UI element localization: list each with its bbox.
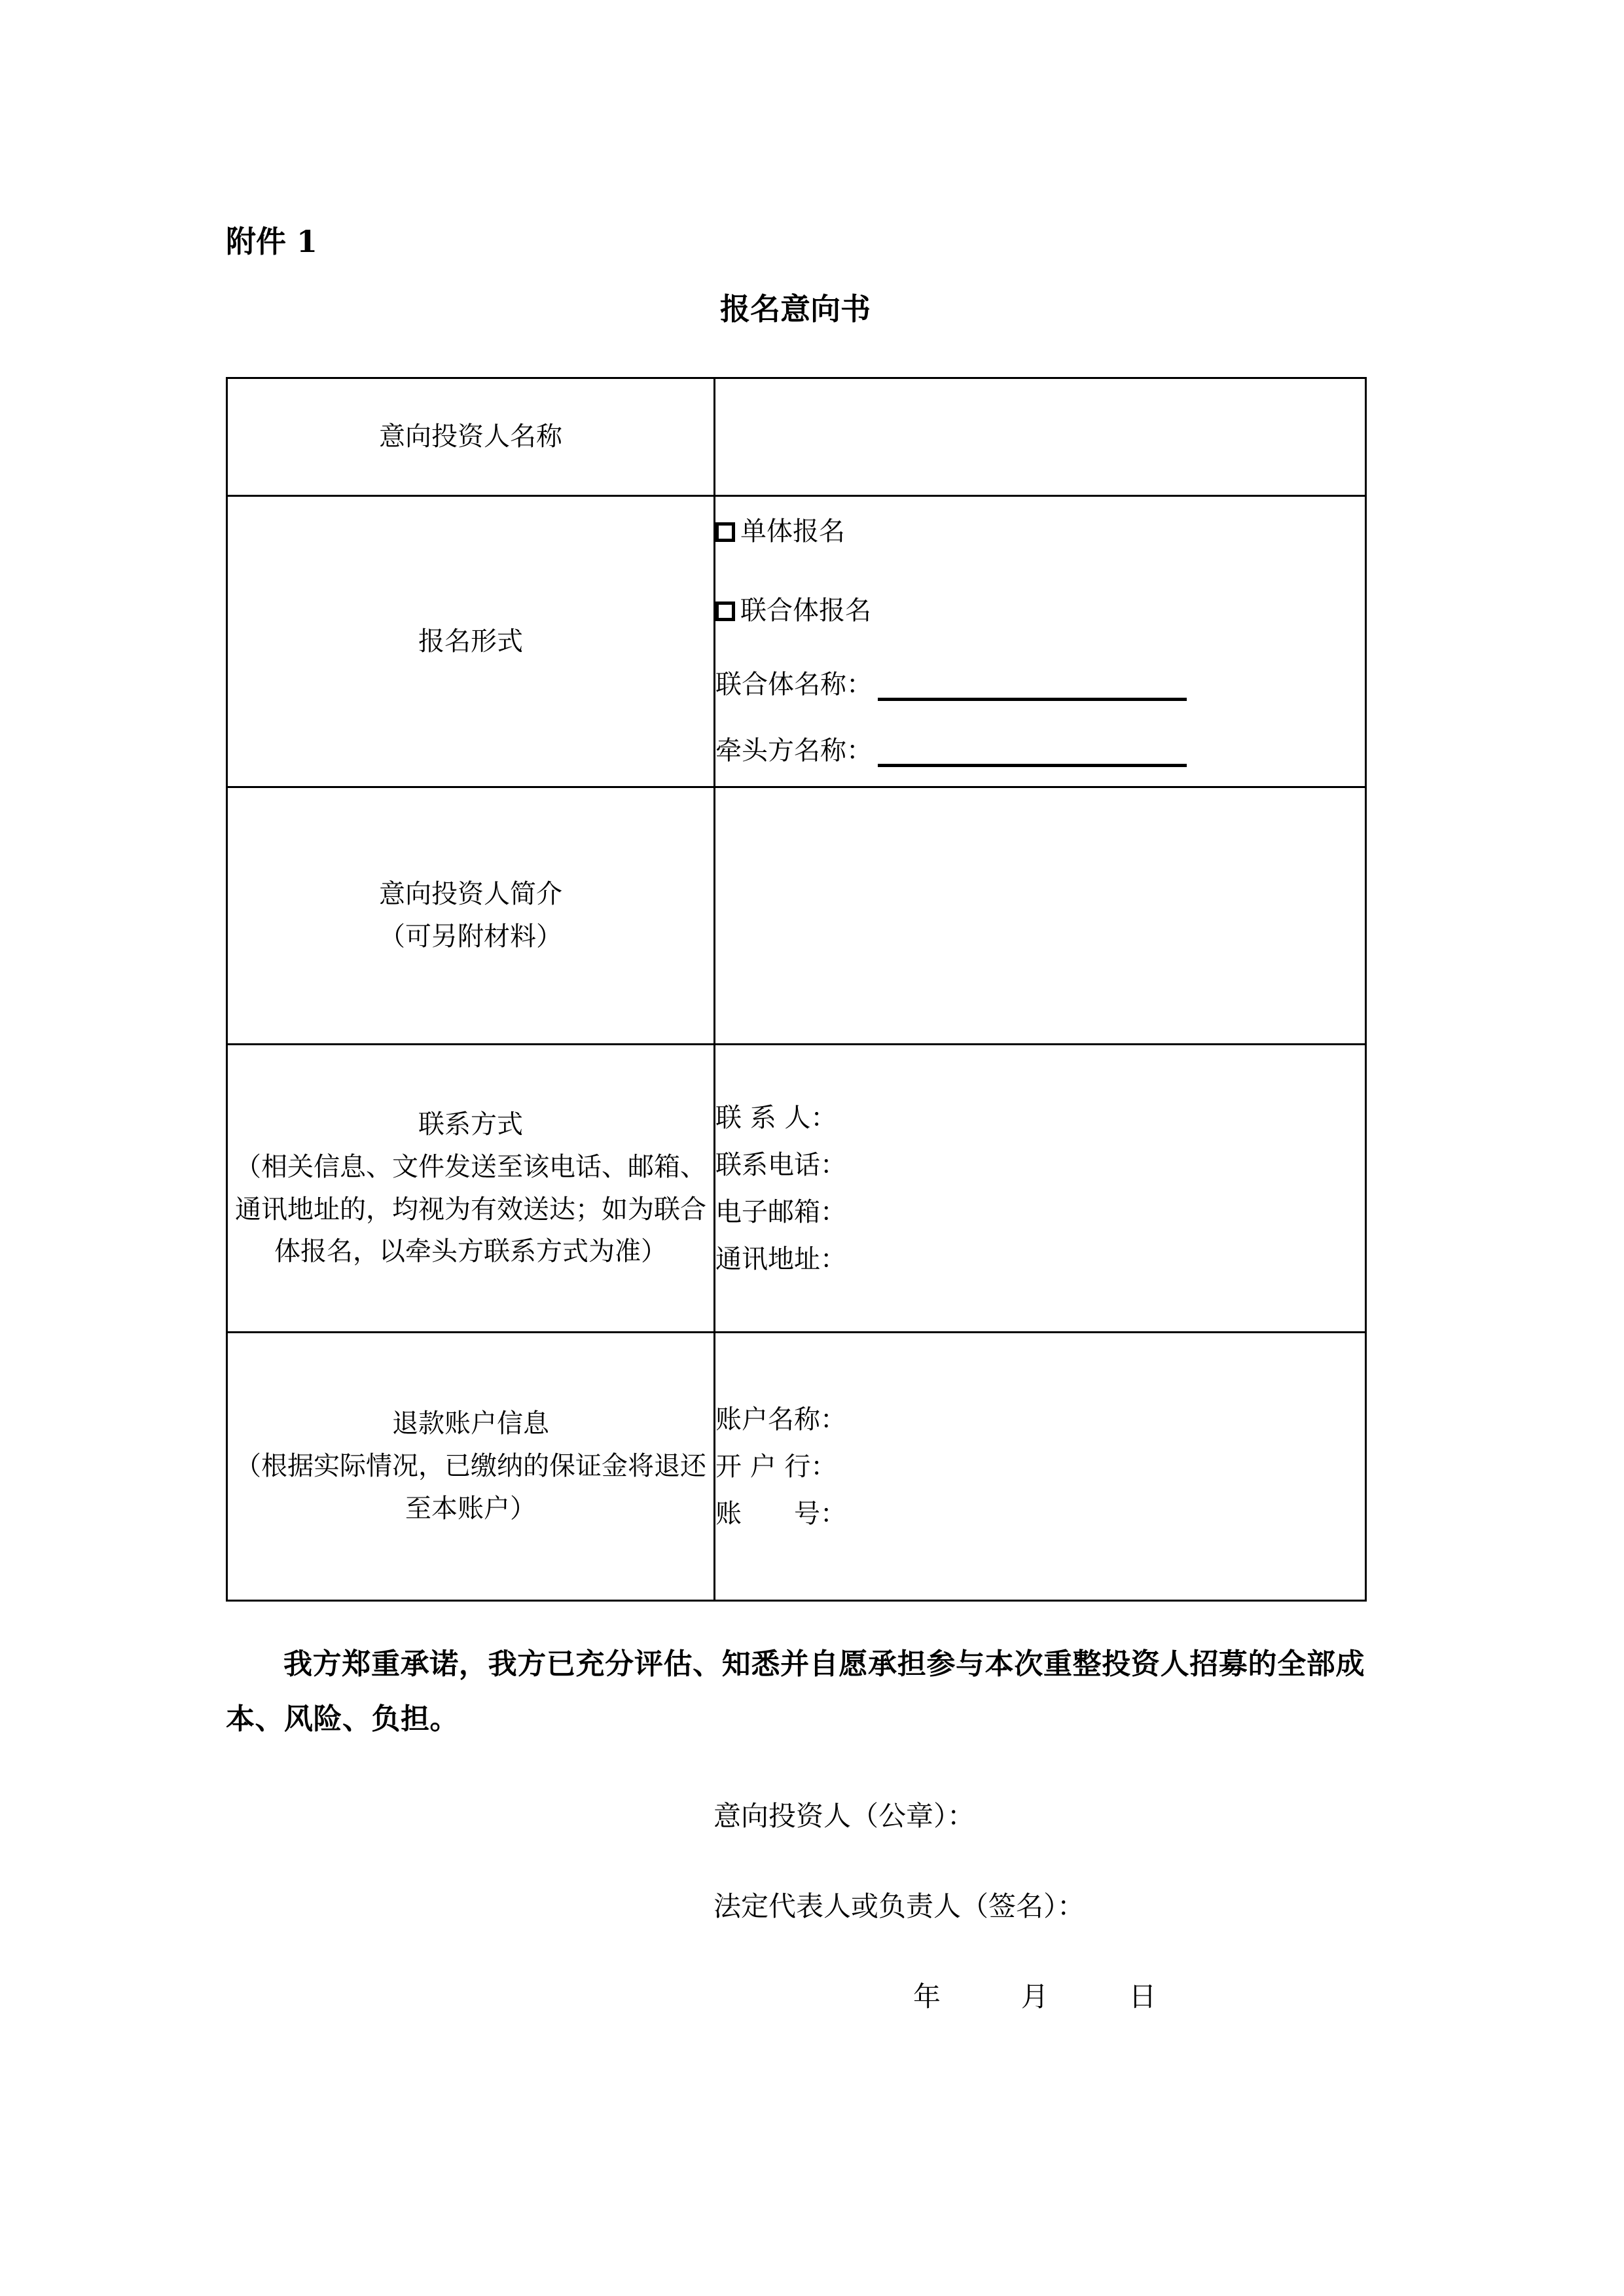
row-label-contact-info [227, 1045, 715, 1333]
blank-underline-input[interactable] [878, 763, 1187, 767]
account-field-list [715, 1396, 1365, 1537]
date-line [713, 1980, 1365, 2013]
registration-intent-form [226, 377, 1367, 1602]
row-label-refund-account [227, 1333, 715, 1601]
field-label: 电子邮箱： [715, 1196, 846, 1227]
option-label: 联合体报名 [740, 596, 871, 626]
field-label: 牵头方名称： [715, 735, 873, 766]
label-text: 联系方式 [418, 1109, 523, 1139]
signature-block [226, 1799, 1365, 2013]
contact-field-list [715, 1094, 1365, 1283]
field-consortium-name [715, 664, 1365, 706]
checkbox-unchecked-icon[interactable] [715, 522, 735, 542]
row-label-investor-profile [227, 787, 715, 1045]
spacer [715, 706, 1365, 730]
commitment-paragraph: 我方郑重承诺，我方已充分评估、知悉并自愿承担参与本次重整投资人招募的全部成本、风险、负担。 [226, 1647, 1365, 1736]
field-bank-branch[interactable] [715, 1443, 1365, 1490]
field-label: 联 系 人： [715, 1102, 837, 1133]
attachment-label: 附件 1 [226, 224, 318, 259]
field-label: 联合体名称： [715, 670, 873, 700]
spacer [715, 553, 1365, 590]
option-label: 单体报名 [740, 516, 845, 547]
field-account-number[interactable] [715, 1490, 1365, 1537]
label-text: 意向投资人简介 [379, 879, 562, 910]
label-text: 意向投资人名称 [379, 422, 562, 452]
table-row [227, 787, 1366, 1045]
field-label: 开 户 行： [715, 1451, 837, 1482]
row-value-registration-form [715, 496, 1366, 787]
document-content [226, 0, 1365, 2011]
field-contact-person[interactable] [715, 1094, 1365, 1141]
label-note: （相关信息、文件发送至该电话、邮箱、通讯地址的，均视为有效送达；如为联合体报名，以牵头方联系方式为准） [235, 1151, 706, 1267]
legal-representative-signature-label: 法定代表人或负责人（签名）： [713, 1890, 1085, 1922]
investor-seal-label: 意向投资人（公章）： [713, 1799, 975, 1832]
label-text: 退款账户信息 [392, 1408, 549, 1439]
table-row [227, 1045, 1366, 1333]
table-row [227, 1333, 1366, 1601]
field-lead-party-name [715, 730, 1365, 772]
table-row [227, 496, 1366, 787]
date-month-label: 月 [1020, 1980, 1049, 2013]
date-day-label: 日 [1128, 1980, 1157, 2013]
row-label-investor-name [227, 378, 715, 496]
row-value-refund-account [715, 1333, 1366, 1601]
checkbox-unchecked-icon[interactable] [715, 601, 735, 621]
label-note: （根据实际情况，已缴纳的保证金将退还至本账户） [235, 1451, 706, 1524]
label-text: 报名形式 [418, 626, 523, 656]
row-value-investor-profile[interactable] [715, 787, 1366, 1045]
row-value-investor-name[interactable] [715, 378, 1366, 496]
field-label: 联系电话： [715, 1149, 846, 1180]
table-row [227, 378, 1366, 496]
page-title: 报名意向书 [720, 291, 871, 327]
row-label-registration-form [227, 496, 715, 787]
field-label: 通讯地址： [715, 1244, 846, 1274]
field-mailing-address[interactable] [715, 1236, 1365, 1283]
field-label: 账户名称： [715, 1404, 846, 1435]
label-note: （可另附材料） [379, 922, 562, 952]
blank-underline-input[interactable] [878, 697, 1187, 701]
field-contact-phone[interactable] [715, 1141, 1365, 1189]
field-contact-email[interactable] [715, 1189, 1365, 1236]
date-year-label: 年 [913, 1980, 941, 2013]
option-single-entity[interactable] [715, 511, 1365, 553]
option-consortium[interactable] [715, 590, 1365, 632]
field-label: 账 号： [715, 1498, 846, 1529]
row-value-contact-info [715, 1045, 1366, 1333]
field-account-name[interactable] [715, 1396, 1365, 1443]
spacer [715, 632, 1365, 664]
